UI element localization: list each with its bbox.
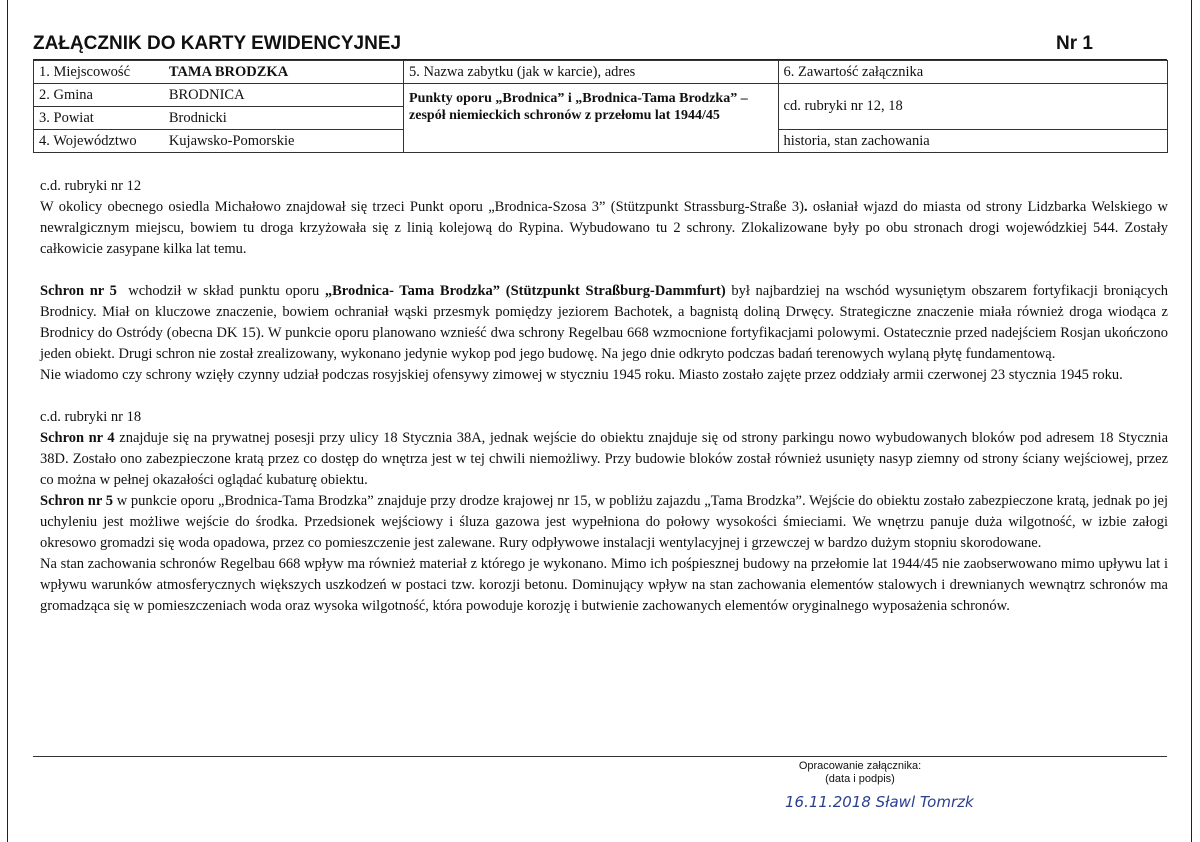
row-value-gmina: BRODNICA bbox=[164, 84, 404, 107]
col5-monument-name: Punkty oporu „Brodnica” i „Brodnica-Tama Brodzka” – zespół niemieckich schronów z przełomu lat 1944/45 bbox=[404, 84, 779, 153]
preparation-note bbox=[760, 760, 960, 786]
row-label-miejscowosc: 1. Miejscowość bbox=[34, 61, 164, 84]
paragraph-preservation: Na stan zachowania schronów Regelbau 668 wpływ ma również materiał z którego je wykonano. Mimo ich pośpiesznej budowy na przełomie lat 1944/45 nie zaobserwowano mimo upływu lat i wpływu warunków atmosferycznych większych uszkodzeń w postaci tzw. korozji betonu. Dominujący wpływ na stan zachowania elementów stalowych i drewnianych wewnątrz schronów ma gromadząca się w pomieszczeniach woda oraz wysoka wilgotność, która powoduje korozję i butwienie zachowanych elementów oryginalnego wyposażenia schronów. bbox=[40, 556, 1168, 614]
row-value-powiat: Brodnicki bbox=[164, 107, 404, 130]
col6-content-line1: cd. rubryki nr 12, 18 bbox=[778, 84, 1167, 130]
footer-divider bbox=[33, 756, 1167, 757]
row-label-wojewodztwo: 4. Województwo bbox=[34, 130, 164, 153]
row-value-wojewodztwo: Kujawsko-Pomorskie bbox=[164, 130, 404, 153]
info-table bbox=[33, 60, 1168, 153]
paragraph-offensive: Nie wiadomo czy schrony wzięły czynny udział podczas rosyjskiej ofensywy zimowej w styczniu 1945 roku. Miasto zostało zajęte przez oddziały armii czerwonej 23 stycznia 1945 roku. bbox=[40, 367, 1123, 383]
bold-schron-4: Schron nr 4 bbox=[40, 430, 115, 446]
paragraph-schron-4: Schron nr 4 znajduje się na prywatnej posesji przy ulicy 18 Stycznia 38A, jednak wejście do obiektu znajduje się od strony parkingu nowo wybudowanych bloków pod adresem 18 Stycznia 38D. Zostało ono zabezpieczone kratą przez co dostęp do wnętrza jest w tej chwili niemożliwy. Przy budowie bloków został również usunięty nasyp ziemny od strony ściany wejściowej, przez co można w pełnej okazałości oglądać kubaturę obiektu. bbox=[40, 430, 1169, 488]
row-label-gmina: 2. Gmina bbox=[34, 84, 164, 107]
paragraph-michalowo: W okolicy obecnego osiedla Michałowo znajdował się trzeci Punkt oporu „Brodnica-Szosa 3” (Stützpunkt Strassburg-Straße 3). osłaniał wjazd do miasta od strony Lidzbarka Welskiego w newralgicznym miejscu, bowiem tu droga krzyżowała się z linią kolejową do Rypina. Wybudowano tu 2 schrony. Zlokalizowane były po obu stronach drogi wojewódzkiej 544. Zostały całkowicie zasypane kilka lat temu. bbox=[40, 199, 1168, 257]
bold-schron-5-state: Schron nr 5 bbox=[40, 493, 113, 509]
paragraph-schron-5-state: Schron nr 5 w punkcie oporu „Brodnica-Tama Brodzka” znajduje przy drodze krajowej nr 15, w pobliżu zajazdu „Tama Brodzka”. Wejście do obiektu zostało zabezpieczone kratą, jednak po jej uchyleniu jest możliwe wejście do środka. Przedsionek wejściowy i śluza gazowa jest wypełniona do połowy wysokości śmieciami. We wnętrzu panuje duża wilgotność, w izbie załogi okresowo gromadzi się woda opadowa, przez co pomieszczenie jest zalewane. Rury odpływowe instalacji wentylacyjnej i grzewczej w bardzo dużym stopniu skorodowane. bbox=[40, 493, 1169, 551]
section-heading-18: c.d. rubryki nr 18 bbox=[40, 409, 142, 425]
paragraph-schron-5-history: Schron nr 5 wchodził w skład punktu oporu „Brodnica- Tama Brodzka” (Stützpunkt Straßburg-Dammfurt) był najbardziej na wschód wysuniętym obszarem fortyfikacji broniących Brodnicy. Miał on kluczowe znaczenie, bowiem ochraniał wąski przesmyk pomiędzy jeziorem Bachotek, a bagnistą doliną Drwęcy. Strategiczne znaczenie miała również droga wiodąca z Brodnicy do Ostródy (obecna DK 15). W punkcie oporu planowano wznieść dwa schrony Regelbau 668 wzmocnione fortyfikacjami polowymi. Ostatecznie przed nadejściem Rosjan ukończono jeden obiekt. Drugi schron nie został zrealizowany, wykonano jedynie wykop pod jego budowę. Na jego dnie odkryto podczas badań terenowych wylaną płytę fundamentową. bbox=[40, 283, 1169, 362]
row-label-powiat: 3. Powiat bbox=[34, 107, 164, 130]
col6-header: 6. Zawartość załącznika bbox=[778, 61, 1167, 84]
preparation-label: Opracowanie załącznika: bbox=[798, 760, 922, 772]
page-edge-right bbox=[1191, 0, 1192, 842]
document-title: ZAŁĄCZNIK DO KARTY EWIDENCYJNEJ bbox=[33, 33, 402, 54]
handwritten-signature: 16.11.2018 Sławl Tomrzk bbox=[785, 793, 974, 811]
col5-header: 5. Nazwa zabytku (jak w karcie), adres bbox=[404, 61, 779, 84]
page-edge-left bbox=[7, 0, 8, 842]
section-heading-12: c.d. rubryki nr 12 bbox=[40, 178, 142, 194]
bold-schron-5: Schron nr 5 bbox=[40, 283, 117, 299]
row-value-miejscowosc: TAMA BRODZKA bbox=[164, 61, 404, 84]
attachment-number: Nr 1 bbox=[1056, 33, 1093, 54]
preparation-sublabel: (data i podpis) bbox=[825, 773, 895, 785]
document-header bbox=[33, 33, 1093, 59]
attachment-body bbox=[40, 176, 1168, 617]
col6-content-line2: historia, stan zachowania bbox=[778, 130, 1167, 153]
